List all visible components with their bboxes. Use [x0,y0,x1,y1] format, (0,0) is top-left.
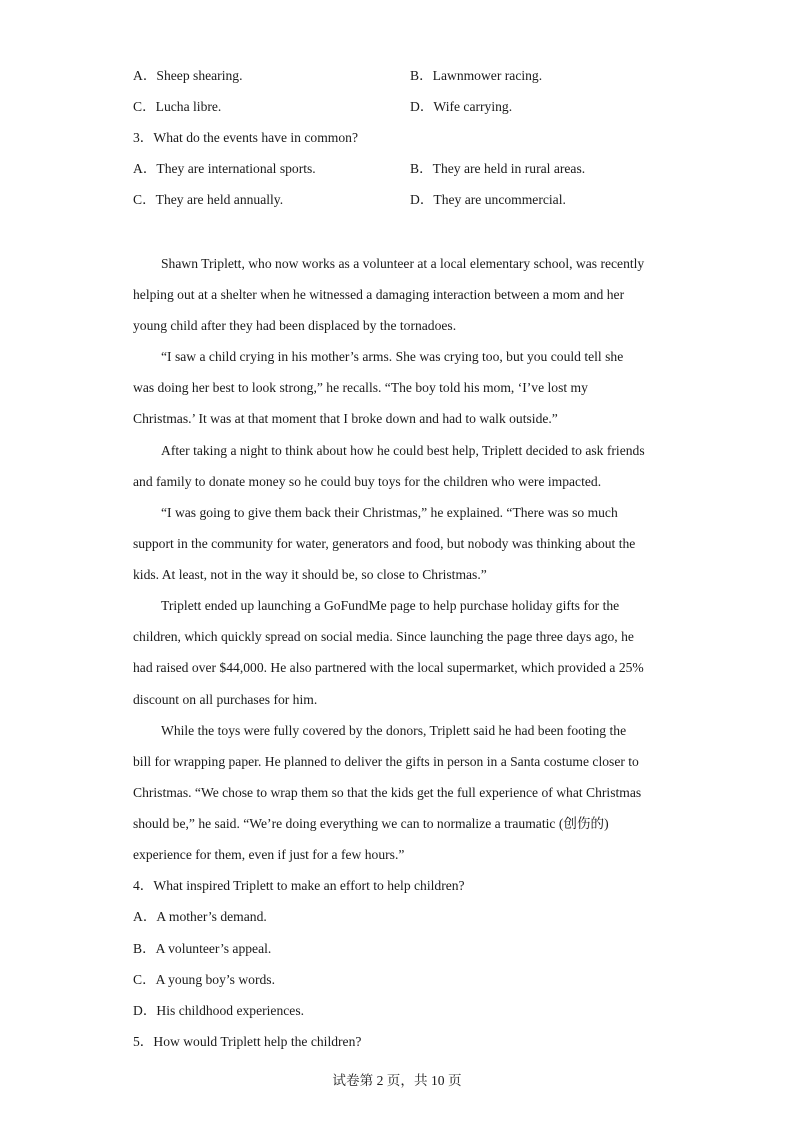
passage-line: After taking a night to think about how he could best help, Triplett decided to ask friends [161,443,645,458]
q2-option-c: C．Lucha libre. [133,99,222,114]
passage-line: bill for wrapping paper. He planned to deliver the gifts in person in a Santa costume closer to [133,754,639,769]
q3-stem: 3．What do the events have in common? [133,130,358,145]
q2-option-b: B．Lawnmower racing. [410,68,543,83]
passage-line: children, which quickly spread on social media. Since launching the page three days ago, he [133,629,634,644]
passage-line: Shawn Triplett, who now works as a volunteer at a local elementary school, was recently [161,256,645,271]
passage-line: Christmas. “We chose to wrap them so that the kids get the full experience of what Christmas [133,785,642,800]
q4-option-d: D．His childhood experiences. [133,1003,305,1018]
q4-option-a: A．A mother’s demand. [133,909,267,924]
page-footer: 试卷第 2 页，共 10 页 [332,1073,462,1088]
passage-line: should be,” he said. “We’re doing everything we can to normalize a traumatic (创伤的) [133,816,609,831]
q5-stem: 5．How would Triplett help the children? [133,1034,362,1049]
q2-option-a: A．Sheep shearing. [133,68,243,83]
passage-line: “I saw a child crying in his mother’s arms. She was crying too, but you could tell she [161,349,624,364]
passage-line: Triplett ended up launching a GoFundMe page to help purchase holiday gifts for the [161,598,620,613]
q3-option-c: C．They are held annually. [133,192,284,207]
passage-line: support in the community for water, generators and food, but nobody was thinking about the [133,536,636,551]
q4-option-c: C．A young boy’s words. [133,972,275,987]
passage-line: helping out at a shelter when he witnessed a damaging interaction between a mom and her [133,287,625,302]
q3-option-d: D．They are uncommercial. [410,192,566,207]
passage-line: and family to donate money so he could buy toys for the children who were impacted. [133,474,602,489]
passage-line: kids. At least, not in the way it should be, so close to Christmas.” [133,567,487,582]
passage-line: discount on all purchases for him. [133,692,318,707]
passage-line: Christmas.’ It was at that moment that I broke down and had to walk outside.” [133,411,558,426]
passage-line: “I was going to give them back their Christmas,” he explained. “There was so much [161,505,618,520]
passage-line: experience for them, even if just for a few hours.” [133,847,405,862]
q3-option-a: A．They are international sports. [133,161,316,176]
q4-option-b: B．A volunteer’s appeal. [133,941,272,956]
q3-option-b: B．They are held in rural areas. [410,161,586,176]
q2-option-d: D．Wife carrying. [410,99,513,114]
passage-line: had raised over $44,000. He also partnered with the local supermarket, which provided a 25% [133,660,644,675]
passage-line: young child after they had been displaced by the tornadoes. [133,318,457,333]
q4-stem: 4．What inspired Triplett to make an effort to help children? [133,878,465,893]
passage-line: While the toys were fully covered by the donors, Triplett said he had been footing the [161,723,627,738]
passage-line: was doing her best to look strong,” he recalls. “The boy told his mom, ‘I’ve lost my [133,380,588,395]
